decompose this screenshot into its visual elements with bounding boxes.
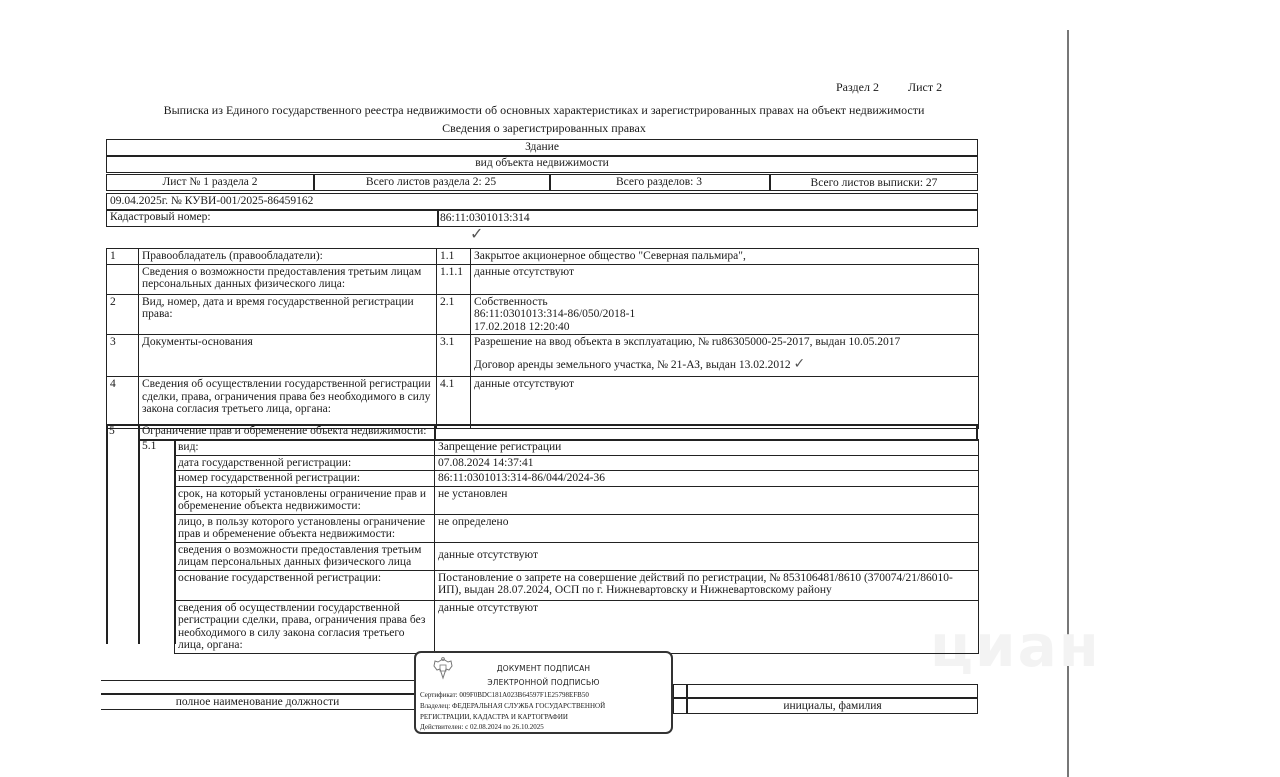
row-value: данные отсутствуют bbox=[471, 264, 979, 294]
field-label: вид: bbox=[175, 440, 435, 456]
checkmark-icon: ✓ bbox=[470, 224, 484, 243]
table-row bbox=[175, 542, 979, 570]
row-number: 2 bbox=[107, 294, 139, 335]
object-type-box bbox=[106, 139, 978, 173]
row-code: 4.1 bbox=[437, 377, 471, 429]
field-value: данные отсутствуют bbox=[435, 542, 979, 570]
field-value: Постановление о запрете на совершение действий по регистрации, № 853106481/8610 (370074/21/86010-ИП), выдан 28.07.2024, ОСП по г. Нижневартовску и Нижневартовскому району bbox=[435, 570, 979, 600]
table-row bbox=[107, 335, 979, 377]
basis-doc-1: Разрешение на ввод объекта в эксплуатацию, № ru86305000-25-2017, выдан 10.05.2017 bbox=[474, 336, 901, 348]
row-code: 1.1 bbox=[437, 249, 471, 265]
table-row bbox=[175, 440, 979, 456]
row-label: Документы-основания bbox=[139, 335, 437, 377]
sheet-info-row bbox=[106, 174, 978, 191]
field-label: срок, на который установлены ограничение прав и обременение объекта недвижимости: bbox=[175, 486, 435, 514]
field-label: сведения о возможности предоставления третьим лицам персональных данных физического лица bbox=[175, 542, 435, 570]
cadastral-number: 86:11:0301013:314 bbox=[440, 212, 530, 224]
row-label: Правообладатель (правообладатели): bbox=[139, 249, 437, 265]
page-marker bbox=[836, 80, 968, 95]
row-label: Сведения об осуществлении государственной регистрации сделки, права, ограничения права без необходимого в силу закона согласия третьего лица, органа: bbox=[139, 377, 437, 429]
row-number: 1 bbox=[107, 249, 139, 265]
position-label: полное наименование должности bbox=[175, 696, 340, 708]
stamp-line1: ДОКУМЕНТ ПОДПИСАН bbox=[496, 664, 591, 673]
doc-reference: 09.04.2025г. № КУВИ-001/2025-86459162 bbox=[110, 195, 314, 207]
right-type: Собственность bbox=[474, 295, 548, 308]
row-code: 2.1 bbox=[437, 294, 471, 335]
field-value: 07.08.2024 14:37:41 bbox=[435, 455, 979, 471]
table-row bbox=[175, 471, 979, 487]
right-reg-date: 17.02.2018 12:20:40 bbox=[474, 320, 570, 333]
field-label: номер государственной регистрации: bbox=[175, 471, 435, 487]
row-code: 3.1 bbox=[437, 335, 471, 377]
row-value bbox=[471, 294, 979, 335]
table-row bbox=[175, 600, 979, 653]
field-value: данные отсутствуют bbox=[435, 600, 979, 653]
row-number bbox=[107, 264, 139, 294]
object-type-value: Здание bbox=[525, 141, 559, 153]
row-number: 3 bbox=[107, 335, 139, 377]
object-type-label: вид объекта недвижимости bbox=[475, 157, 609, 169]
rights-table bbox=[106, 248, 979, 429]
row-number: 4 bbox=[107, 377, 139, 429]
table-row bbox=[175, 486, 979, 514]
sheet-label: Лист 2 bbox=[907, 80, 943, 94]
document-title: Выписка из Единого государственного реестра недвижимости об основных характеристиках и зарегистрированных правах на объект недвижимости bbox=[163, 103, 925, 117]
field-value: не определено bbox=[435, 514, 979, 542]
table-row bbox=[175, 570, 979, 600]
field-label: сведения об осуществлении государственной регистрации сделки, права, ограничения права без необходимого в силу закона согласия третьего лица, органа: bbox=[175, 600, 435, 653]
position-signature-box bbox=[101, 680, 415, 710]
section-label: Раздел 2 bbox=[836, 80, 879, 94]
right-reg-number: 86:11:0301013:314-86/050/2018-1 bbox=[474, 308, 636, 320]
stamp-owner-1: Владелец: ФЕДЕРАЛЬНАЯ СЛУЖБА ГОСУДАРСТВЕННОЙ bbox=[420, 702, 606, 710]
encumbrance-code: 5.1 bbox=[142, 440, 157, 452]
total-sections: Всего разделов: 3 bbox=[616, 176, 702, 188]
row-code: 1.1.1 bbox=[437, 264, 471, 294]
name-label: инициалы, фамилия bbox=[783, 700, 882, 712]
total-sheets-section: Всего листов раздела 2: 25 bbox=[365, 176, 497, 188]
field-value: 86:11:0301013:314-86/044/2024-36 bbox=[435, 471, 979, 487]
field-label: основание государственной регистрации: bbox=[175, 570, 435, 600]
basis-doc-2: Договор аренды земельного участка, № 21-АЗ, выдан 13.02.2012 ✓ bbox=[474, 355, 806, 372]
encumbrance-number: 5 bbox=[109, 425, 115, 437]
stamp-certificate: Сертификат: 009F0BDC181A023B64597F1E25798EFB50 bbox=[420, 691, 589, 699]
table-row bbox=[107, 377, 979, 429]
sheet-of-section: Лист № 1 раздела 2 bbox=[162, 176, 258, 188]
stamp-line2: ЭЛЕКТРОННОЙ ПОДПИСЬЮ bbox=[487, 678, 600, 687]
row-value bbox=[471, 335, 979, 377]
field-label: лицо, в пользу которого установлены ограничение прав и обременение объекта недвижимости: bbox=[175, 514, 435, 542]
row-label: Сведения о возможности предоставления третьим лицам персональных данных физического лица: bbox=[139, 264, 437, 294]
e-signature-stamp bbox=[414, 651, 673, 734]
field-label: дата государственной регистрации: bbox=[175, 455, 435, 471]
watermark: циан bbox=[930, 612, 1101, 680]
cadastral-label: Кадастровый номер: bbox=[110, 211, 211, 223]
field-value: не установлен bbox=[435, 486, 979, 514]
encumbrance-heading: Ограничение прав и обременение объекта недвижимости: bbox=[142, 425, 427, 437]
name-signature-box bbox=[673, 684, 978, 714]
table-row bbox=[107, 249, 979, 265]
total-sheets: Всего листов выписки: 27 bbox=[810, 177, 938, 189]
field-value: Запрещение регистрации bbox=[435, 440, 979, 456]
table-row bbox=[175, 455, 979, 471]
encumbrance-table bbox=[174, 439, 979, 654]
table-row bbox=[175, 514, 979, 542]
table-row bbox=[107, 264, 979, 294]
document-subtitle: Сведения о зарегистрированных правах bbox=[442, 121, 646, 135]
row-value: Закрытое акционерное общество "Северная пальмира", bbox=[471, 249, 979, 265]
table-row bbox=[107, 294, 979, 335]
row-label: Вид, номер, дата и время государственной регистрации права: bbox=[139, 294, 437, 335]
row-value: данные отсутствуют bbox=[471, 377, 979, 429]
doc-ref-box bbox=[106, 193, 978, 227]
stamp-owner-2: РЕГИСТРАЦИИ, КАДАСТРА И КАРТОГРАФИИ bbox=[420, 713, 568, 721]
stamp-validity: Действителен: с 02.08.2024 по 26.10.2025 bbox=[420, 723, 544, 731]
checkmark-icon: ✓ bbox=[793, 355, 806, 372]
